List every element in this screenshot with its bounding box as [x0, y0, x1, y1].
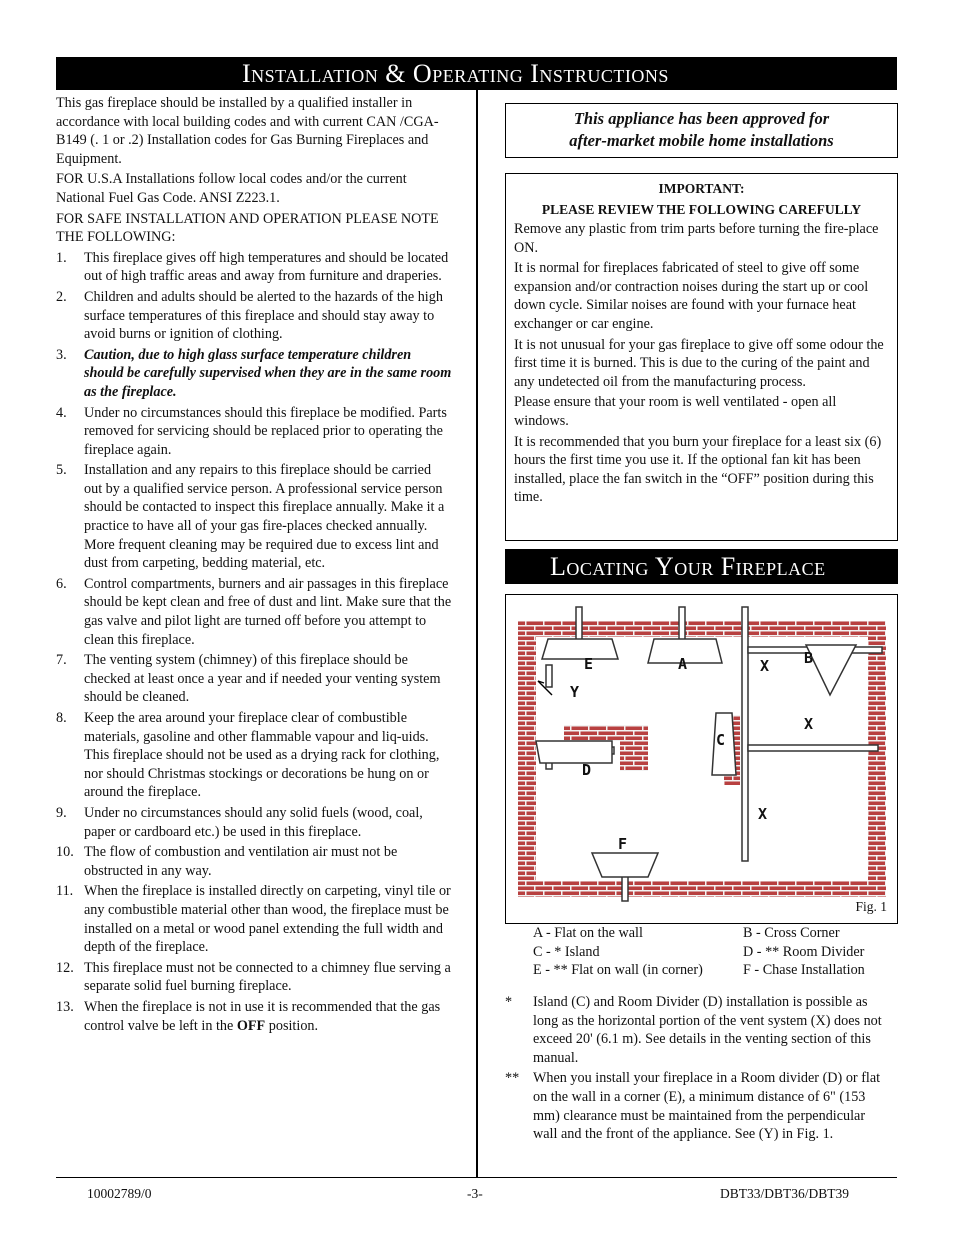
footer-rule	[56, 1177, 897, 1178]
approval-line: This appliance has been approved for	[573, 109, 830, 128]
figure-1	[505, 594, 898, 924]
item-number: 2.	[56, 288, 67, 305]
safety-list	[56, 249, 452, 1035]
important-paragraph: Remove any plastic from trim parts before turning the fire-place ON.	[514, 221, 879, 256]
item-number: 11.	[56, 883, 74, 900]
page-number: -3-	[467, 1186, 483, 1201]
label-x3: X	[758, 805, 768, 823]
legend-row	[533, 924, 893, 943]
label-x2: X	[804, 715, 814, 733]
footnote	[505, 1069, 890, 1143]
label-a: A	[678, 655, 688, 673]
list-item	[56, 249, 452, 286]
item-number: 3.	[56, 346, 67, 363]
fireplace-units	[536, 639, 856, 877]
list-item	[56, 959, 452, 996]
label-c: C	[716, 731, 726, 749]
item-number: 5.	[56, 462, 67, 479]
label-y: Y	[570, 683, 580, 701]
footnote-text: Island (C) and Room Divider (D) installation is possible as long as the horizontal portion of the vent system (X) does not exceed 20' (6.1 m). See details in the venting section of this manual.	[533, 994, 882, 1066]
footnote	[505, 993, 890, 1067]
item-number: 4.	[56, 404, 67, 421]
legend-entry: A - Flat on the wall	[533, 925, 643, 941]
item-number: 1.	[56, 249, 67, 266]
list-item	[56, 843, 452, 880]
list-item	[56, 882, 452, 956]
item-text-caution: Caution, due to high glass surface temperature children should be carefully supervised when they are in the same room as the fireplace.	[84, 346, 452, 400]
important-paragraph: It is recommended that you burn your fireplace for a least six (6) hours the first time you use it. If the optional fan kit has been installed, place the fan switch in the “OFF” position during this time.	[514, 433, 882, 506]
item-text-bold: OFF	[236, 1017, 266, 1034]
intro-paragraph: FOR U.S.A Installations follow local codes and/or the current National Fuel Gas Code. ANSI Z223.1.	[56, 171, 407, 206]
column-divider	[476, 90, 478, 1178]
footnote-mark: **	[505, 1070, 520, 1087]
intro-paragraph: This gas fireplace should be installed by a qualified installer in accordance with local building codes and with current CAN /CGA-B149 (. 1 or .2) Installation codes for Gas Burning Fireplaces and Equipment.	[56, 95, 439, 167]
legend-entry: C - * Island	[533, 943, 600, 960]
approval-line: after-market mobile home installations	[569, 131, 834, 150]
floorplan-diagram	[516, 605, 888, 903]
label-d: D	[582, 761, 592, 779]
important-heading: IMPORTANT:	[658, 181, 745, 196]
figure-caption: Fig. 1	[855, 899, 887, 915]
approval-notice	[505, 103, 898, 158]
item-text: When the fireplace is not in use it is recommended that the gas control valve be left in the	[84, 998, 441, 1034]
item-number: 6.	[56, 575, 67, 592]
item-number: 12.	[56, 959, 74, 976]
legend-entry: D - ** Room Divider	[743, 943, 865, 960]
left-column	[56, 94, 452, 1037]
legend-entry: E - ** Flat on wall (in corner)	[533, 962, 703, 979]
intro-paragraph: FOR SAFE INSTALLATION AND OPERATION PLEASE NOTE THE FOLLOWING:	[56, 210, 439, 246]
item-text: When the fireplace is installed directly on carpeting, vinyl tile or any combustible material other than wood, the fireplace must be installed on a metal or wood panel extending the full width and depth of the fireplace.	[84, 883, 451, 956]
item-text: Installation and any repairs to this fireplace should be carried out by a qualified service person. A professional service person should be contacted to inspect this fireplace annually. Make it a practice to have all of your gas fire-places checked annually. More frequent cleaning may be required due to excess lint and dust from carpeting, bedding material, etc.	[84, 462, 445, 572]
list-item	[56, 404, 452, 460]
label-b: B	[804, 649, 814, 667]
item-number: 9.	[56, 804, 67, 821]
label-x1: X	[760, 657, 770, 675]
page-title	[56, 57, 897, 90]
item-text: position.	[265, 1017, 319, 1034]
page-title-text: Installation & Operating Instructions	[242, 59, 669, 88]
item-text: Keep the area around your fireplace clear of combustible materials, gasoline and other flammable vapour and liq-uids. This fireplace should not be used as a drying rack for clothing, nor should Christmas stockings or decorations be hung on or around the fireplace.	[84, 710, 440, 801]
list-item	[56, 651, 452, 707]
item-text: This fireplace gives off high temperatures and should be located out of high traffic areas and away from furniture and draperies.	[84, 249, 449, 285]
item-text: Under no circumstances should any solid fuels (wood, coal, paper or cardboard etc.) be used in this fireplace.	[84, 804, 423, 840]
label-e: E	[584, 655, 594, 673]
list-item	[56, 346, 452, 402]
fireplace-f	[592, 853, 658, 877]
footnote-text: When you install your fireplace in a Room divider (D) or flat on the wall in a corner (E), a minimum distance of 6" (153 mm) clearance must be maintained from the perpendicular wall and the front of the appliance. See (Y) in Fig. 1.	[533, 1070, 881, 1143]
item-number: 8.	[56, 710, 67, 726]
section-title	[505, 549, 898, 584]
item-text: Under no circumstances should this fireplace be modified. Parts removed for servicing should be replaced prior to operating the fireplace again.	[84, 404, 447, 458]
section-title-text: Locating Your Fireplace	[550, 552, 826, 581]
important-paragraph: It is not unusual for your gas fireplace to give off some odour the first time it is burned. This is due to the curing of the paint and any undetected oil from the manufacturing process.	[514, 336, 884, 390]
important-paragraph: Please ensure that your room is well ventilated - open all windows.	[514, 394, 837, 429]
fireplace-e	[542, 639, 618, 659]
list-item	[56, 461, 452, 573]
item-text: The flow of combustion and ventilation air must not be obstructed in any way.	[84, 844, 398, 879]
label-f: F	[618, 835, 628, 853]
legend-row	[533, 943, 893, 962]
list-item	[56, 804, 452, 841]
list-item	[56, 709, 452, 802]
list-item	[56, 998, 452, 1035]
legend-row	[533, 961, 893, 980]
fireplace-d	[536, 741, 612, 763]
item-text: The venting system (chimney) of this fireplace should be checked at least once a year and if needed your venting system should be cleaned.	[84, 652, 441, 706]
figure-legend	[533, 924, 893, 980]
item-number: 7.	[56, 652, 67, 669]
item-text: Children and adults should be alerted to the hazards of the high surface temperatures of this fireplace and should stay away to avoid burns or ignition of clothing.	[84, 288, 443, 343]
footnotes	[505, 993, 890, 1146]
list-item	[56, 288, 452, 344]
footnote-mark: *	[505, 994, 513, 1010]
document-number: 10002789/0	[87, 1186, 152, 1201]
model-numbers: DBT33/DBT36/DBT39	[720, 1186, 850, 1201]
item-text: This fireplace must not be connected to a chimney flue serving a separate solid fuel burning fireplace.	[84, 959, 451, 995]
item-number: 10.	[56, 844, 74, 861]
legend-entry: F - Chase Installation	[743, 962, 865, 979]
fireplace-b	[806, 645, 856, 695]
important-notice	[505, 173, 898, 541]
important-subheading: PLEASE REVIEW THE FOLLOWING CAREFULLY	[541, 202, 862, 217]
legend-entry: B - Cross Corner	[743, 925, 840, 941]
important-paragraph: It is normal for fireplaces fabricated of steel to give off some expansion and/or contraction noises during the start up or cool down cycle. Similar noises are found with your furnace heat exchanger or car engine.	[514, 260, 869, 332]
item-number: 13.	[56, 998, 74, 1015]
list-item	[56, 575, 452, 649]
item-text: Control compartments, burners and air passages in this fireplace should be kept clean and free of dust and lint. Make sure that the gas valve and pilot light are turned off before you attempt to clean this fireplace.	[84, 575, 452, 648]
